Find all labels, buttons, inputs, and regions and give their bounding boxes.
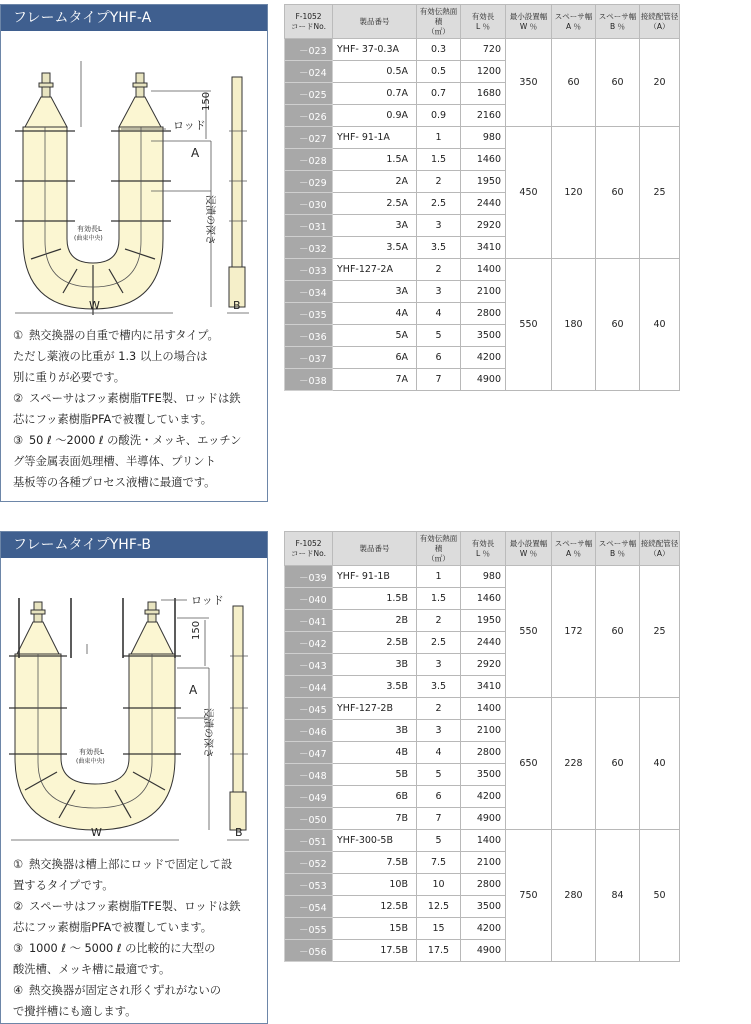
product-cell: 12.5B	[333, 896, 417, 918]
pipe-size-cell: 20	[640, 39, 680, 127]
area-cell: 3.5	[417, 676, 461, 698]
product-cell: 0.5A	[333, 61, 417, 83]
length-cell: 1400	[461, 698, 506, 720]
rod-label: ロッド	[173, 119, 206, 132]
table-row	[285, 39, 680, 61]
area-cell: 1	[417, 566, 461, 588]
length-cell: 1460	[461, 588, 506, 610]
spacer-a-cell: 280	[552, 830, 596, 962]
code-cell: －033	[285, 259, 333, 281]
column-header: 製品番号	[333, 532, 417, 566]
min-width-cell: 450	[506, 127, 552, 259]
section-a-diagram	[1, 31, 267, 319]
product-cell: YHF-127-2B	[333, 698, 417, 720]
column-header: 最小設置幅 W ％	[506, 5, 552, 39]
code-cell: －035	[285, 303, 333, 325]
area-cell: 7	[417, 369, 461, 391]
b-label: B	[235, 826, 243, 839]
length-cell: 2100	[461, 852, 506, 874]
product-cell: 0.7A	[333, 83, 417, 105]
code-cell: －047	[285, 742, 333, 764]
product-cell: 1.5A	[333, 149, 417, 171]
area-cell: 7.5	[417, 852, 461, 874]
code-cell: －039	[285, 566, 333, 588]
spacer-a-cell: 172	[552, 566, 596, 698]
code-cell: －034	[285, 281, 333, 303]
pipe-size-cell: 25	[640, 127, 680, 259]
product-cell: 4A	[333, 303, 417, 325]
code-cell: －055	[285, 918, 333, 940]
min-width-cell: 750	[506, 830, 552, 962]
pipe-size-cell: 25	[640, 566, 680, 698]
spacer-b-cell: 84	[596, 830, 640, 962]
area-cell: 6	[417, 347, 461, 369]
column-header: F-1052 コードNo.	[285, 532, 333, 566]
spacer-b-cell: 60	[596, 39, 640, 127]
product-cell: 2A	[333, 171, 417, 193]
section-b-panel	[0, 531, 268, 1024]
length-cell: 3500	[461, 896, 506, 918]
code-cell: －051	[285, 830, 333, 852]
length-cell: 2800	[461, 303, 506, 325]
product-cell: 17.5B	[333, 940, 417, 962]
code-cell: －038	[285, 369, 333, 391]
length-cell: 2440	[461, 632, 506, 654]
area-cell: 3	[417, 215, 461, 237]
code-cell: －030	[285, 193, 333, 215]
min-width-cell: 350	[506, 39, 552, 127]
note-item: ② スペーサはフッ素樹脂TFE製、ロッドは鉄 芯にフッ素樹脂PFAで被覆しています。	[13, 392, 241, 426]
table-header-row	[285, 5, 680, 39]
product-cell: 2.5B	[333, 632, 417, 654]
product-cell: YHF-300-5B	[333, 830, 417, 852]
length-cell: 4900	[461, 808, 506, 830]
length-cell: 3410	[461, 237, 506, 259]
area-cell: 3	[417, 720, 461, 742]
area-cell: 2	[417, 171, 461, 193]
code-cell: －046	[285, 720, 333, 742]
area-cell: 4	[417, 303, 461, 325]
u-frame-diagram-a	[1, 31, 267, 319]
dim-a-label: A	[191, 146, 200, 160]
area-cell: 1	[417, 127, 461, 149]
width-label: W	[91, 826, 102, 839]
product-cell: 15B	[333, 918, 417, 940]
length-cell: 2440	[461, 193, 506, 215]
column-header: 接続配管径 （A）	[640, 5, 680, 39]
table-header-row	[285, 532, 680, 566]
code-cell: －037	[285, 347, 333, 369]
code-cell: －028	[285, 149, 333, 171]
column-header: スペーサ幅 A ％	[552, 5, 596, 39]
area-cell: 3.5	[417, 237, 461, 259]
product-cell: 2.5A	[333, 193, 417, 215]
rod-label: ロッド	[191, 594, 224, 607]
code-cell: －029	[285, 171, 333, 193]
length-cell: 3500	[461, 764, 506, 786]
code-cell: －025	[285, 83, 333, 105]
note-item: ① 熱交換器は槽上部にロッドで固定して設 置するタイプです。	[13, 858, 233, 892]
length-cell: 2800	[461, 874, 506, 896]
code-cell: －053	[285, 874, 333, 896]
product-cell: 6B	[333, 786, 417, 808]
column-header: 有効伝熱面積 （㎡）	[417, 532, 461, 566]
area-cell: 15	[417, 918, 461, 940]
code-cell: －032	[285, 237, 333, 259]
column-header: F-1052 コードNo.	[285, 5, 333, 39]
code-cell: －044	[285, 676, 333, 698]
product-cell: YHF- 37-0.3A	[333, 39, 417, 61]
length-cell: 4900	[461, 940, 506, 962]
effective-length-note: (曲束中央)	[76, 758, 105, 765]
product-cell: 3.5A	[333, 237, 417, 259]
table-row	[285, 259, 680, 281]
code-cell: －056	[285, 940, 333, 962]
dim-a-label: A	[189, 683, 198, 697]
product-cell: 4B	[333, 742, 417, 764]
length-cell: 2100	[461, 720, 506, 742]
area-cell: 0.5	[417, 61, 461, 83]
area-cell: 2	[417, 610, 461, 632]
area-cell: 5	[417, 764, 461, 786]
length-cell: 4200	[461, 347, 506, 369]
min-width-cell: 650	[506, 698, 552, 830]
pipe-size-cell: 40	[640, 698, 680, 830]
spacer-b-cell: 60	[596, 698, 640, 830]
width-label: W	[89, 299, 100, 312]
length-cell: 2920	[461, 215, 506, 237]
depth-label: 浸漬の深さ	[202, 708, 213, 758]
column-header: 有効伝熱面積 （㎡）	[417, 5, 461, 39]
note-item: ① 熱交換器の自重で槽内に吊すタイプ。 ただし薬液の比重が 1.3 以上の場合は 別に重りが必要です。	[13, 329, 219, 384]
product-cell: 3B	[333, 654, 417, 676]
code-cell: －049	[285, 786, 333, 808]
area-cell: 2.5	[417, 193, 461, 215]
b-label: B	[233, 299, 241, 312]
dim-150-label: 150	[201, 91, 212, 111]
product-cell: 3A	[333, 281, 417, 303]
length-cell: 980	[461, 127, 506, 149]
product-cell: 3.5B	[333, 676, 417, 698]
note-item: ② スペーサはフッ素樹脂TFE製、ロッドは鉄 芯にフッ素樹脂PFAで被覆しています。	[13, 900, 241, 934]
section-b-title: フレームタイプYHF-B	[1, 532, 267, 558]
length-cell: 2100	[461, 281, 506, 303]
code-cell: －040	[285, 588, 333, 610]
code-cell: －045	[285, 698, 333, 720]
product-cell: 0.9A	[333, 105, 417, 127]
length-cell: 1400	[461, 259, 506, 281]
product-cell: 3B	[333, 720, 417, 742]
table-row	[285, 830, 680, 852]
length-cell: 4200	[461, 786, 506, 808]
area-cell: 7	[417, 808, 461, 830]
code-cell: －024	[285, 61, 333, 83]
spacer-a-cell: 60	[552, 39, 596, 127]
area-cell: 5	[417, 325, 461, 347]
length-cell: 720	[461, 39, 506, 61]
column-header: スペーサ幅 B ％	[596, 5, 640, 39]
effective-length-label: 有効長L	[77, 225, 102, 233]
table-row	[285, 698, 680, 720]
note-item: ③ 50 ℓ ～2000 ℓ の酸洗・メッキ、エッチン グ等金属表面処理槽、半導体、プリント 基板等の各種プロセス液槽に最適です。	[13, 434, 242, 489]
product-cell: 7.5B	[333, 852, 417, 874]
product-cell: 5A	[333, 325, 417, 347]
area-cell: 1.5	[417, 588, 461, 610]
area-cell: 1.5	[417, 149, 461, 171]
length-cell: 3500	[461, 325, 506, 347]
area-cell: 2	[417, 259, 461, 281]
area-cell: 0.3	[417, 39, 461, 61]
spacer-b-cell: 60	[596, 259, 640, 391]
length-cell: 1680	[461, 83, 506, 105]
code-cell: －027	[285, 127, 333, 149]
column-header: スペーサ幅 A ％	[552, 532, 596, 566]
length-cell: 3410	[461, 676, 506, 698]
column-header: 接続配管径 （A）	[640, 532, 680, 566]
product-cell: 7B	[333, 808, 417, 830]
effective-length-note: (曲束中央)	[74, 235, 103, 242]
code-cell: －023	[285, 39, 333, 61]
column-header: 最小設置幅 W ％	[506, 532, 552, 566]
area-cell: 6	[417, 786, 461, 808]
area-cell: 4	[417, 742, 461, 764]
column-header: 製品番号	[333, 5, 417, 39]
length-cell: 2920	[461, 654, 506, 676]
product-cell: 10B	[333, 874, 417, 896]
area-cell: 3	[417, 281, 461, 303]
length-cell: 1200	[461, 61, 506, 83]
code-cell: －026	[285, 105, 333, 127]
pipe-size-cell: 40	[640, 259, 680, 391]
product-cell: YHF- 91-1A	[333, 127, 417, 149]
effective-length-label: 有効長L	[79, 748, 104, 756]
product-cell: 2B	[333, 610, 417, 632]
area-cell: 0.7	[417, 83, 461, 105]
length-cell: 1950	[461, 610, 506, 632]
product-cell: YHF-127-2A	[333, 259, 417, 281]
spacer-a-cell: 120	[552, 127, 596, 259]
code-cell: －043	[285, 654, 333, 676]
spacer-b-cell: 60	[596, 127, 640, 259]
spacer-a-cell: 228	[552, 698, 596, 830]
area-cell: 12.5	[417, 896, 461, 918]
area-cell: 3	[417, 654, 461, 676]
area-cell: 0.9	[417, 105, 461, 127]
code-cell: －036	[285, 325, 333, 347]
section-a-panel	[0, 4, 268, 502]
length-cell: 4200	[461, 918, 506, 940]
product-cell: YHF- 91-1B	[333, 566, 417, 588]
product-cell: 5B	[333, 764, 417, 786]
area-cell: 5	[417, 830, 461, 852]
column-header: 有効長 L ％	[461, 532, 506, 566]
dim-150-label: 150	[191, 620, 202, 640]
code-cell: －050	[285, 808, 333, 830]
u-frame-diagram-b	[1, 558, 267, 848]
length-cell: 980	[461, 566, 506, 588]
code-cell: －042	[285, 632, 333, 654]
length-cell: 2160	[461, 105, 506, 127]
area-cell: 17.5	[417, 940, 461, 962]
table-row	[285, 127, 680, 149]
length-cell: 1460	[461, 149, 506, 171]
product-cell: 7A	[333, 369, 417, 391]
area-cell: 2.5	[417, 632, 461, 654]
pipe-size-cell: 50	[640, 830, 680, 962]
column-header: 有効長 L ％	[461, 5, 506, 39]
note-item: ③ 1000 ℓ ～ 5000 ℓ の比較的に大型の 酸洗槽、メッキ槽に最適です。	[13, 942, 216, 976]
length-cell: 4900	[461, 369, 506, 391]
product-cell: 6A	[333, 347, 417, 369]
depth-label: 浸漬の深さ	[204, 195, 215, 245]
section-a-notes	[1, 319, 267, 493]
length-cell: 1950	[461, 171, 506, 193]
product-cell: 3A	[333, 215, 417, 237]
min-width-cell: 550	[506, 566, 552, 698]
area-cell: 2	[417, 698, 461, 720]
code-cell: －048	[285, 764, 333, 786]
code-cell: －031	[285, 215, 333, 237]
product-cell: 1.5B	[333, 588, 417, 610]
code-cell: －054	[285, 896, 333, 918]
spacer-a-cell: 180	[552, 259, 596, 391]
column-header: スペーサ幅 B ％	[596, 532, 640, 566]
note-item: ④ 熱交換器が固定され形くずれがないの で攪拌槽にも適します。	[13, 984, 222, 1018]
code-cell: －041	[285, 610, 333, 632]
area-cell: 10	[417, 874, 461, 896]
length-cell: 1400	[461, 830, 506, 852]
section-a-title: フレームタイプYHF-A	[1, 5, 267, 31]
spacer-b-cell: 60	[596, 566, 640, 698]
section-b-diagram	[1, 558, 267, 848]
section-b-notes	[1, 848, 267, 1022]
min-width-cell: 550	[506, 259, 552, 391]
table-row	[285, 566, 680, 588]
spec-table-a	[284, 4, 680, 391]
length-cell: 2800	[461, 742, 506, 764]
spec-table-b	[284, 531, 680, 962]
code-cell: －052	[285, 852, 333, 874]
